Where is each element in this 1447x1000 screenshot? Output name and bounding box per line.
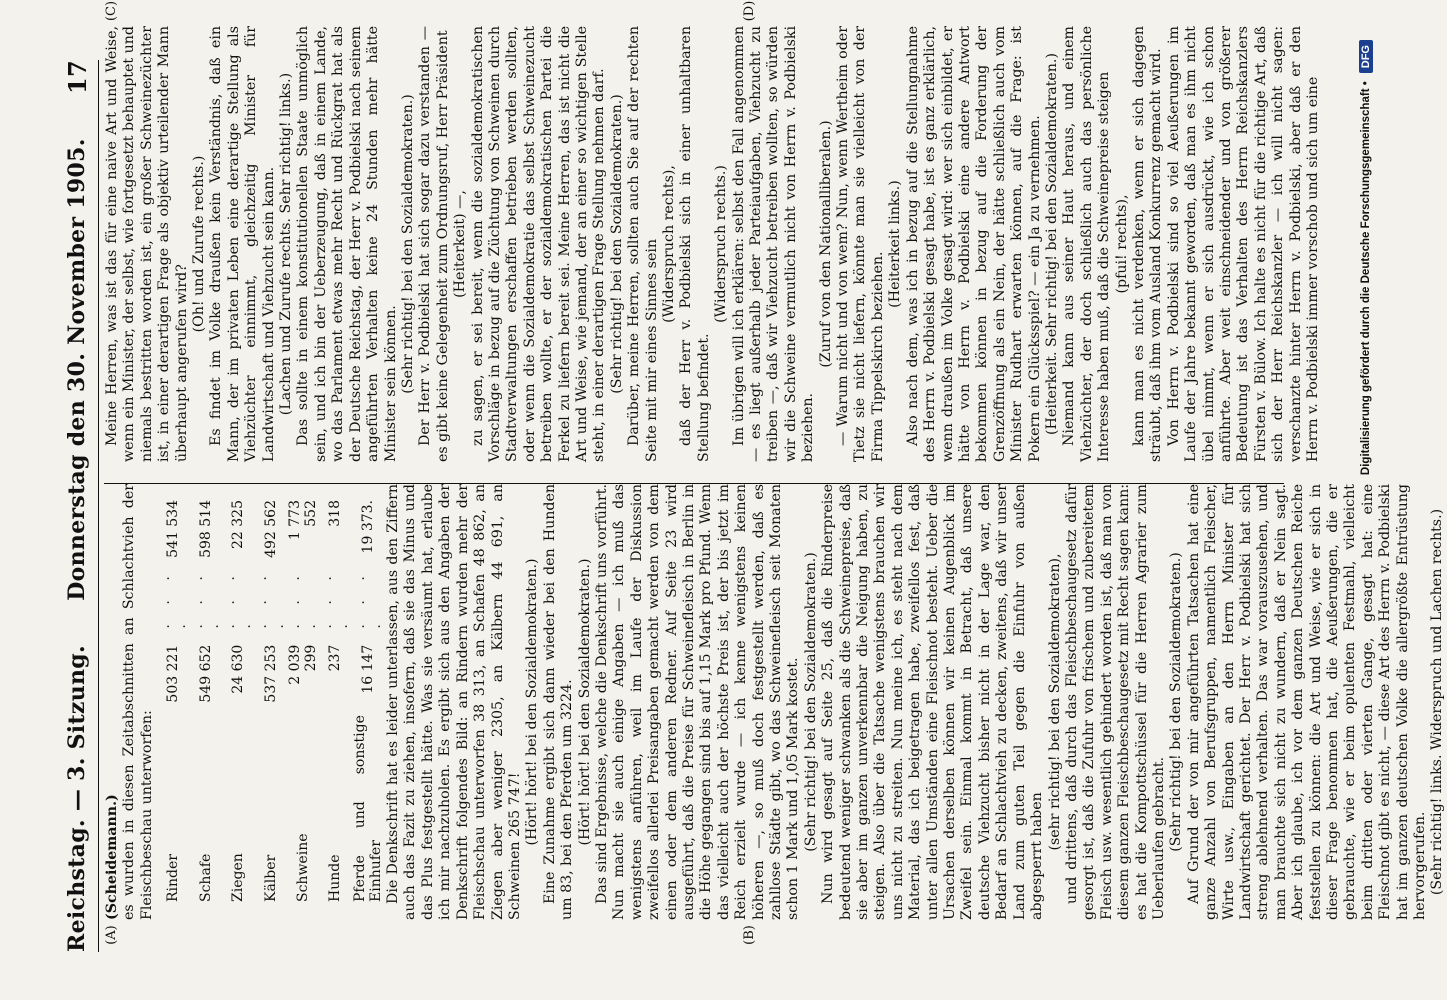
right-column [104,26,1322,462]
interjection: (sehr richtig! bei den Sozialdemokraten), [1046,553,1063,851]
interjection: (Hört! hört! bei den Sozialdemokraten.) [524,558,541,846]
margin-mark-a: (A) [104,925,119,945]
interjection: (Widerspruch rechts), [661,165,677,323]
paragraph: kann man es nicht verdenken, wenn er sich dagegen sträubt, daß ihm vom Ausland Konkurrenz gemacht wird. [1130,26,1165,462]
count-second-period: 19 373. [359,500,376,554]
table-row [319,484,351,902]
paragraph: Von Herrn v. Podbielski sind so viel Aeußerungen im Laufe der Jahre bekannt geworden, daß man es ihm nicht übel nimmt, wenn er sich ausdrückt, wie ich schon anführte. Aber weit einschneidender und von größerer Bedeutung ist das Verhalten des Herrn Reichskanzlers Fürsten v. Bülow. Ich halte es nicht für die richtige Art, daß sich der Herr Reichskanzler — ich will nicht sagen: verschanzte hinter Herrn v. Podbielski, aber daß er den Herrn v. Podbielski immer vorschob und sich um eine [1165,26,1322,462]
count-second-period: 492 562 [262,500,279,558]
paragraph: Die Denkschrift hat es leider unterlassen, aus den Ziffern auch das Fazit zu ziehen, insofern, daß sie das Minus und das Plus festgestellt hätte. Was sie versäumt hat, erlaube ich mir nachzuholen. Es ergibt sich aus den Angaben der Denkschrift folgendes Bild: an Rindern wurden mehr der Fleischschau unterworfen 38 313, an Schafen 48 862, an Ziegen aber weniger 2305, an Kälbern 44 691, an Schweinen 265 747! [385,484,523,920]
interjection: (Sehr richtig! links. Widerspruch und Lachen rechts.) [1429,508,1446,896]
paragraph: Der Herr v. Podbielski hat sich sogar dazu verstanden — es gibt keine Gelegenheit zum Ordnungsruf, Herr Präsident [417,26,451,462]
paragraph: Auf Grund der von mir angeführten Tatsachen hat eine ganze Anzahl von Berufsgruppen, namentlich Fleischer, Wirte usw., Eingaben an den Herrn Minister für Landwirtschaft gerichtet. Der Herr v. Podbielski hat sich streng ablehnend verhalten. Das war vorauszusehen, und man brauchte sich nicht zu wundern, daß er Nein sagt. Aber ich glaube, ich vor dem ganzen Deutschen Reiche feststellen zu können: die Art und Weise, wie er sich in dieser Frage benommen hat, die Aeußerungen, die er gebrauchte, wie er beim opulenten Festmahl, vielleicht beim dritten oder vierten Gange, gesagt hat: eine Fleischnot gibt es nicht, — diese Art des Herrn v. Podbielski hat im ganzen deutschen Volke die allergrößte Entrüstung hervorgerufen. [1185,484,1429,920]
count-first-period: 16 147 [359,644,376,694]
count-first-period: 503 221 [165,644,182,703]
paragraph: Darüber, meine Herren, sollten auch Sie auf der rechten Seite mit mir eines Sinnes sein [626,26,660,462]
header-session: Reichstag. — 3. Sitzung. [64,645,90,952]
paragraph: Das sind Ergebnisse, welche die Denkschrift uns vorführt. Nun macht sie auch einige Angaben — ich muß das wenigstens anführen, weil im Laufe der Diskussion zweifellos allerlei Preisangaben gemacht werden von dem einen oder dem anderen Redner. Auf Seite 23 wird ausgeführt, daß die Preise für Schweinefleisch in Berlin in die Höhe gegangen sind bis auf 1,15 Mark pro Pfund. Wenn das vielleicht auch der höchste Preis ist, der bis jetzt im Reich erzielt wurde — ich kenne wenigstens keinen höheren —, so muß doch festgestellt werden, daß es zahllose Städte gibt, wo das Schweinefleisch seit Monaten schon 1 Mark und 1,05 Mark kostet. [593,484,802,920]
livestock-label: Schweine [294,833,311,902]
interjection: (Sehr richtig! bei den Sozialdemokraten.) [399,94,416,394]
table-row [157,484,189,902]
leader-dots: . . . . [319,571,352,629]
table-row [287,484,319,902]
livestock-label: Ziegen [230,853,247,902]
livestock-label: Hunde [327,854,344,902]
interjection: (Lachen und Zurufe rechts. Sehr richtig! links.) [278,72,295,416]
paragraph: daß der Herr v. Podbielski sich in einer unhaltbaren Stellung befindet. [678,26,712,462]
paragraph: Meine Herren, was ist das für eine naive Art und Weise, wenn ein Minister, der selbst, wie fortgesetzt behauptet und niemals bestritten worden ist, ein großer Schweinezüchter ist, in einer derartigen Frage als objektiv urteilender Mann überhaupt angerufen wird? [104,26,190,462]
paragraph: — Warum nicht und von wem? Nun, wenn Wertheim oder Tietz sie nicht liefern, könnte man sie vielleicht von der Firma Tippelskirch beziehen. [835,26,886,462]
paragraph: Nun wird gesagt auf Seite 25, daß die Rinderpreise bedeutend weniger schwanken als die Schweinepreise, daß sie aber im ganzen unverkennbar die Neigung haben, zu steigen. Also über die Tatsache wenigstens brauchen wir uns nicht zu streiten. Nun meine ich, es steht nach dem Material, das ich beigetragen habe, zweifellos fest, daß unter allen Umständen eine Fleischnot besteht. Ueber die Ursachen derselben können wir keinen Augenblick im Zweifel sein. Einmal kommt in Betracht, daß unsere deutsche Viehzucht bisher nicht in der Lage war, den Bedarf an Schlachtvieh zu decken, zweitens, daß wir unser Land zum guten Teil gegen die Einfuhr von außen abgesperrt haben [820,484,1046,920]
livestock-label: Schafe [197,853,214,902]
interjection: (Oh! und Zurufe rechts.) [191,155,208,333]
table-row [222,484,254,902]
count-second-period: 598 514 [197,500,214,558]
margin-mark-c: (C) [104,0,119,22]
interjection: (Sehr richtig! bei den Sozialdemokraten.) [608,94,625,394]
livestock-table [157,484,384,902]
paragraph: Also nach dem, was ich in bezug auf die Stellungnahme des Herrn v. Podbielski gesagt habe, ist es ganz erklärlich, wenn draußen im Volke gesagt wird: wer sich einbildet, er hätte von Herrn v. Podbielski eine andere Antwort bekommen können in bezug auf die Forderung der Grenzöffnung als ein Nein, der hätte schließlich auch vom Minister Rudhart erwarten können, auf die Frage: ist Pokern ein Glücksspiel? — ein Ja zu vernehmen. [904,26,1043,462]
leader-dots: . . . . [189,571,222,629]
count-second-period: 318 [327,500,344,527]
column-rule [104,483,1284,484]
speaker-name: (Scheidemann.) [104,794,120,920]
margin-mark-d: (D) [742,0,757,22]
paragraph: Eine Zunahme ergibt sich dann wieder bei den Hunden um 83, bei den Pferden um 3224. [541,484,576,920]
paragraph: Im übrigen will ich erklären: selbst den Fall angenommen — es liegt außerhalb jeder Parteiaufgaben, Viehzucht zu treiben —, daß wir Viehzucht betreiben wollten, so würden wir die Schweine vermutlich nicht von Herrn v. Podbielski beziehen. [730,26,817,462]
table-row [254,484,286,902]
count-first-period: 549 652 [197,644,214,703]
interjection: (Heiterkeit) —, [452,190,469,298]
interjection: (Heiterkeit links.) [887,180,904,308]
interjection: (Hört! hört! bei den Sozialdemokraten.) [576,558,593,846]
paragraph: Das sollte in einem konstitutionellen Staate unmöglich sein, und ich bin der Ueberzeugung, daß in einem Lande, wo das Parlament etwas mehr Recht und Rückgrat hat als der Deutsche Reichstag, der Herr v. Podbielski nach seinem angeführten Verhalten keine 24 Stunden mehr hätte Minister sein können. [295,26,399,462]
dfg-logo: DFG [1359,40,1373,73]
interjection: (Sehr richtig! bei den Sozialdemokraten.) [1168,552,1185,852]
leader-dots: . . . . [351,571,384,629]
digitization-credit [1359,40,1373,960]
leader-dots: . . . . [286,571,320,629]
page-number: 17 [62,60,92,94]
header-rule [98,60,99,952]
count-first-period: 24 630 [230,644,247,694]
paragraph: Es findet im Volke draußen kein Verständnis, daß ein Mann, der im privaten Leben eine derartige Stellung als Viehzüchter einnimmt, gleichzeitig Minister für Landwirtschaft und Viehzucht sein kann. [208,26,277,462]
interjection: (Heiterkeit. Sehr richtig! bei den Sozialdemokraten.) [1043,53,1060,435]
table-row [190,484,222,902]
livestock-label: Pferde und sonstige Einhufer [351,715,384,902]
leader-dots: . . . . [254,571,287,629]
interjection: (Sehr richtig! bei den Sozialdemokraten.) [802,552,819,852]
count-second-period: 541 534 [165,500,182,558]
leader-dots: . . . . [157,571,190,629]
page-header [60,60,94,952]
interjection: (Widerspruch rechts.) [713,165,730,323]
paragraph: Niemand kann aus seiner Haut heraus, und einem Viehzüchter, der doch schließlich auch das persönliche Interesse haben muß, daß die Schweinepreise steigen [1061,26,1113,462]
paragraph: und drittens, daß durch das Fleischbeschaugesetz dafür gesorgt ist, daß die Zufuhr von frischem und zubereitetem Fleisch usw. wesentlich gehindert worden ist, daß man von diesem ganzen Fleischbeschaugesetz mit Recht sagen kann: es hat die Kompottschüssel für die Herren Agrarier zum Ueberlaufen gebracht. [1063,484,1167,920]
leader-dots: . . . . [222,571,255,629]
count-second-period: 1 773 552 [286,500,320,541]
header-date: Donnerstag den 30. November 1905. [64,138,90,601]
table-row [352,484,384,902]
margin-mark-b: (B) [742,925,757,945]
paragraph: zu sagen, er sei bereit, wenn die sozialdemokratischen Vorschläge in bezug auf die Züchtung von Schweinen durch Stadtverwaltungen erschaffen betrieben werden sollten, oder wenn die Sozialdemokratie das selbst Schweinezucht betreiben wollte, er der sozialdemokratischen Partei die Ferkel zu liefern bereit sei. Meine Herren, das ist nicht die Art und Weise, wie jemand, der an einer so wichtigen Stelle steht, in einer derartigen Frage Stellung nehmen darf. [469,26,608,462]
livestock-label: Kälber [262,854,279,902]
left-column [104,484,1447,920]
count-first-period: 2 039 299 [286,644,320,685]
interjection: (Zuruf von den Nationalliberalen.) [817,120,834,368]
count-first-period: 237 [327,644,344,672]
credit-text: Digitalisierung gefördert durch die Deutsche Forschungsgemeinschaft • [1360,81,1372,476]
count-first-period: 537 253 [262,644,279,703]
interjection: (pfui! rechts), [1113,194,1130,294]
paragraph: es wurden in diesen Zeitabschnitten an Schlachtvieh der Fleischbeschau unterworfen: [121,484,155,920]
livestock-label: Rinder [165,854,182,902]
count-second-period: 22 325 [230,500,247,549]
